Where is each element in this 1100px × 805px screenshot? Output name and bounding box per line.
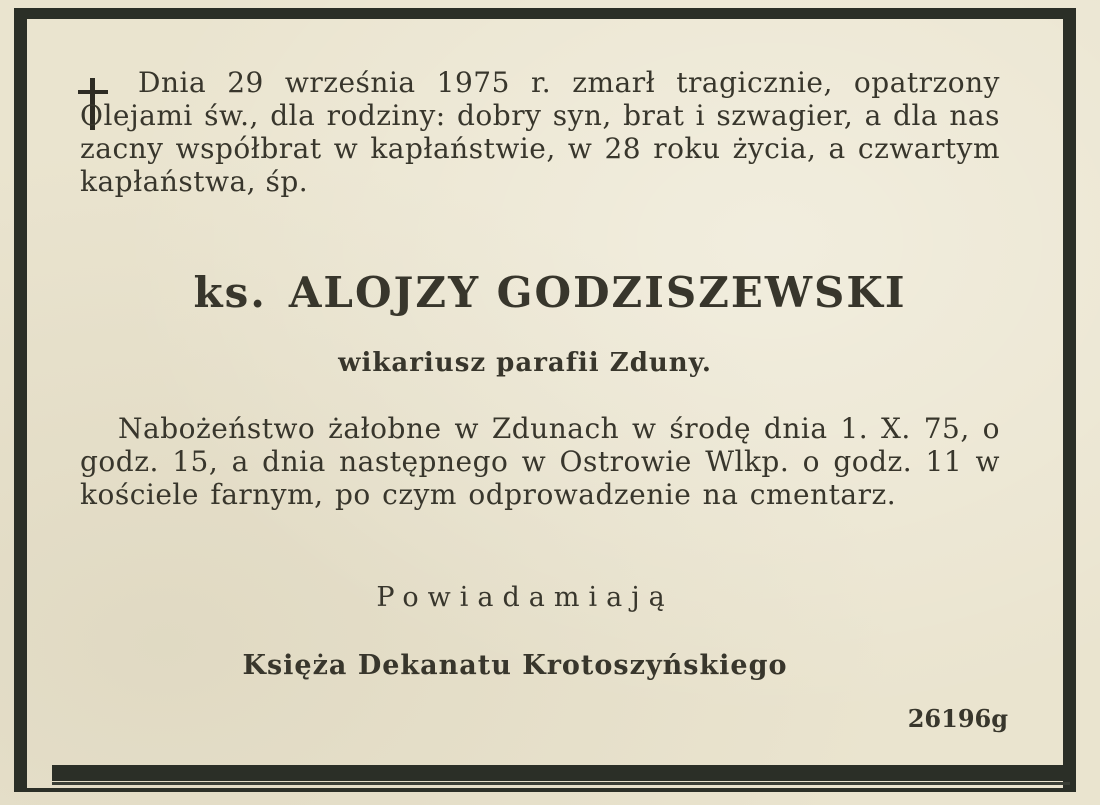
deceased-position: wikariusz parafii Zduny. xyxy=(338,348,712,378)
funeral-details-text: Nabożeństwo żałobne w Zdunach w środę dnia 1. X. 75, o godz. 15, a dnia następnego w Ostrowie Wlkp. o godz. 11 w kościele farnym, po czym odprowadzenie na cmentarz. xyxy=(80,412,1000,511)
bottom-rule-thin xyxy=(52,782,1070,785)
notifiers-signature: Księża Dekanatu Krotoszyńskiego xyxy=(242,650,788,681)
title-prefix: ks. xyxy=(193,268,267,317)
death-announcement-text: Dnia 29 września 1975 r. zmarł tragicznie, opatrzony Olejami św., dla rodziny: dobry syn, brat i szwagier, a dla nas zacny współbrat w kapłaństwie, w 28 roku życia, a czwartym kapłaństwa, śp. xyxy=(80,66,1000,198)
bottom-rule xyxy=(52,765,1070,781)
deceased-full-name: ALOJZY GODZISZEWSKI xyxy=(288,268,907,317)
notifiers-label: Powiadamiają xyxy=(376,582,674,613)
reference-code: 26196g xyxy=(907,704,1008,733)
deceased-name xyxy=(80,268,1020,317)
